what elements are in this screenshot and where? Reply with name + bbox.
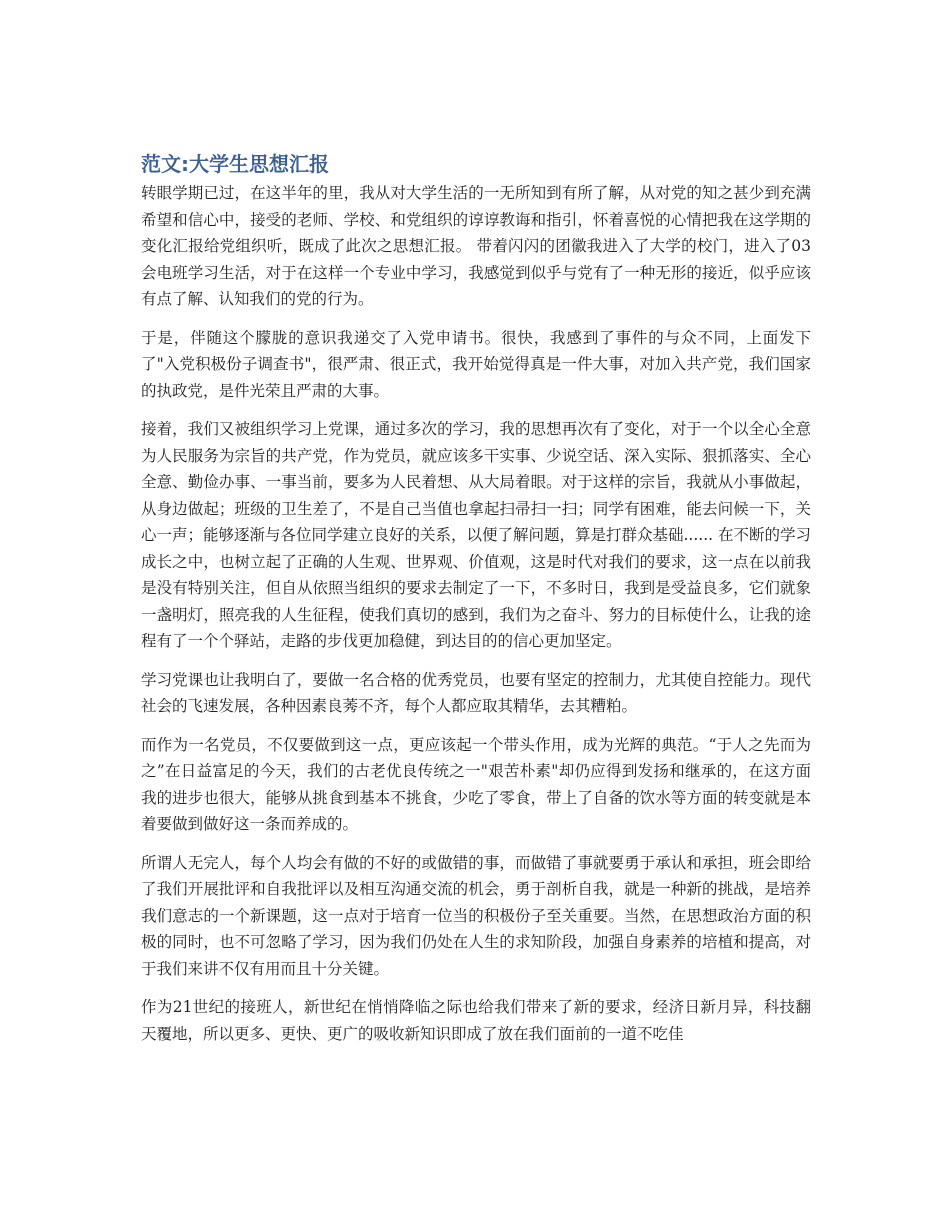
paragraph-2: 于是，伴随这个朦胧的意识我递交了入党申请书。很快，我感到了事件的与众不同，上面发下了"入党积极份子调查书"，很严肃、很正式，我开始觉得真是一件大事，对加入共产党，我们国家的执政党，是件光荣且严肃的大事。 bbox=[141, 328, 811, 400]
paragraph-5: 而作为一名党员，不仅要做到这一点，更应该起一个带头作用，成为光辉的典范。“于人之先而为之”在日益富足的今天，我们的古老优良传统之一"艰苦朴素"却仍应得到发扬和继承的，在这方面我的进步也很大，能够从挑食到基本不挑食，少吃了零食，带上了自备的饮水等方面的转变就是本着要做到做好这一条而养成的。 bbox=[141, 735, 811, 833]
paragraph-3: 接着，我们又被组织学习上党课，通过多次的学习，我的思想再次有了变化，对于一个以全心全意为人民服务为宗旨的共产党，作为党员，就应该多干实事、少说空话、深入实际、狠抓落实、全心全意、勤俭办事、一事当前，要多为人民着想、从大局着眼。对于这样的宗旨，我就从小事做起，从身边做起；班级的卫生差了，不是自己当值也拿起扫帚扫一扫；同学有困难，能去问候一下，关心一声；能够逐渐与各位同学建立良好的关系，以便了解问题，算是打群众基础...... 在不断的学习成长之中，也树立起了正确的人生观、世界观、价值观，这是时代对我们的要求，这一点在以前我是没有特别关注，但自从依照当组织的要求去制定了一下，不多时日，我到是受益良多，它们就象一盏明灯，照亮我的人生征程，使我们真切的感到，我们为之奋斗、努力的目标使什么，让我的途程有了一个个驿站，走路的步伐更加稳健，到达目的的信心更加坚定。 bbox=[141, 420, 811, 650]
paragraph-4: 学习党课也让我明白了，要做一名合格的优秀党员，也要有坚定的控制力，尤其使自控能力。现代社会的飞速发展，各种因素良莠不齐，每个人都应取其精华，去其糟粕。 bbox=[141, 670, 811, 715]
document-title: 范文:大学生思想汇报 bbox=[141, 152, 329, 176]
paragraph-6: 所谓人无完人，每个人均会有做的不好的或做错的事，而做错了事就要勇于承认和承担，班会即给了我们开展批评和自我批评以及相互沟通交流的机会，勇于剖析自我，就是一种新的挑战，是培养我们意志的一个新课题，这一点对于培育一位当的积极份子至关重要。当然，在思想政治方面的积极的同时，也不可忽略了学习，因为我们仍处在人生的求知阶段，加强自身素养的培植和提高，对于我们来讲不仅有用而且十分关键。 bbox=[141, 853, 811, 978]
paragraph-7: 作为21世纪的接班人，新世纪在悄悄降临之际也给我们带来了新的要求，经济日新月异，科技翻天覆地，所以更多、更快、更广的吸收新知识即成了放在我们面前的一道不吃佳 bbox=[141, 998, 811, 1043]
paragraph-1: 转眼学期已过，在这半年的里，我从对大学生活的一无所知到有所了解，从对党的知之甚少到充满希望和信心中，接受的老师、学校、和党组织的谆谆教诲和指引，怀着喜悦的心情把我在这学期的变化汇报给党组织听，既成了此次之思想汇报。 带着闪闪的团徽我进入了大学的校门，进入了03会电班学习生活，对于在这样一个专业中学习，我感觉到似乎与党有了一种无形的接近，似乎应该有点了解、认知我们的党的行为。 bbox=[141, 184, 811, 308]
document-page bbox=[141, 150, 811, 1059]
